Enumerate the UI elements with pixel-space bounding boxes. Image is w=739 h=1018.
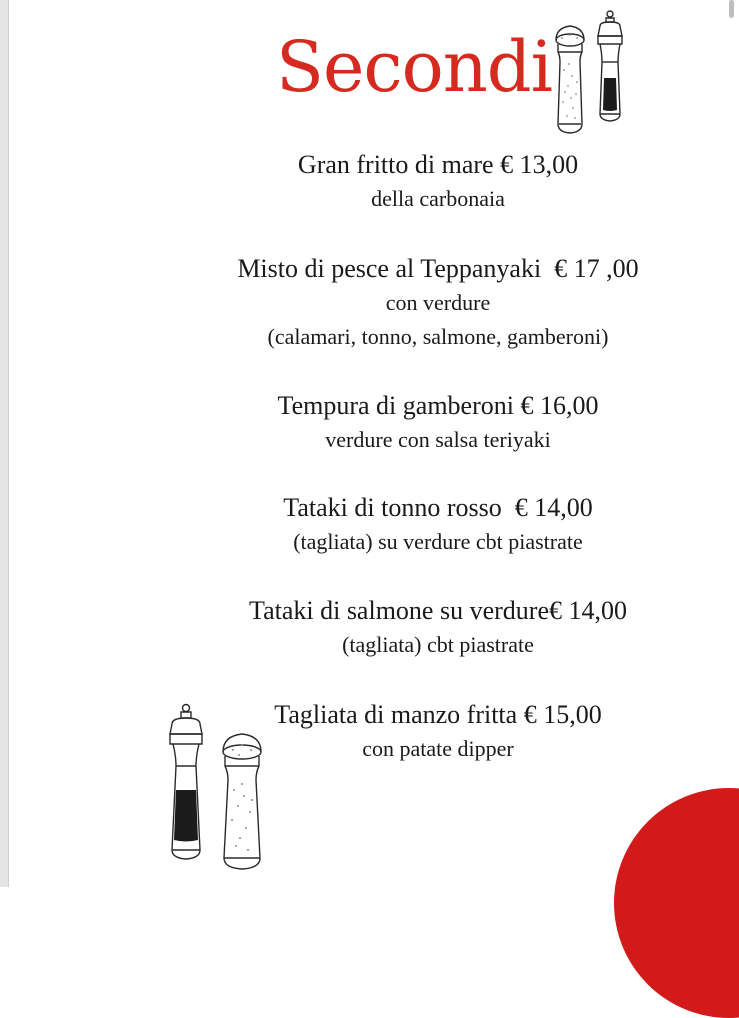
salt-and-pepper-grinders-icon	[156, 700, 280, 876]
dish-description: della carbonaia	[371, 186, 505, 211]
dish-description: con patate dipper	[362, 736, 514, 761]
dish-name: Tataki di tonno rosso € 14,00	[283, 493, 593, 522]
dish-description: con verdure	[385, 290, 491, 315]
dish-name: Misto di pesce al Teppanyaki € 17 ,00	[237, 254, 639, 283]
dish-name: Tataki di salmone su verdure€ 14,00	[249, 596, 627, 625]
salt-and-pepper-grinders-icon	[548, 6, 644, 140]
dish-name: Gran fritto di mare € 13,00	[297, 150, 579, 179]
left-frame-border	[0, 0, 9, 887]
menu-item	[150, 594, 726, 662]
menu-item	[150, 389, 726, 457]
decorative-red-circle	[614, 788, 739, 1018]
dish-description: (calamari, tonno, salmone, gamberoni)	[267, 324, 609, 349]
menu-section-title: Secondi	[276, 26, 553, 108]
dish-name: Tempura di gamberoni € 16,00	[277, 391, 599, 420]
menu-item	[150, 491, 726, 559]
menu-item	[150, 252, 726, 354]
menu-item	[150, 148, 726, 216]
scroll-indicator[interactable]	[729, 0, 734, 18]
dish-description: verdure con salsa teriyaki	[325, 427, 551, 452]
dish-description: (tagliata) su verdure cbt piastrate	[293, 529, 583, 554]
dish-description: (tagliata) cbt piastrate	[342, 632, 534, 657]
dish-name: Tagliata di manzo fritta € 15,00	[274, 700, 602, 729]
